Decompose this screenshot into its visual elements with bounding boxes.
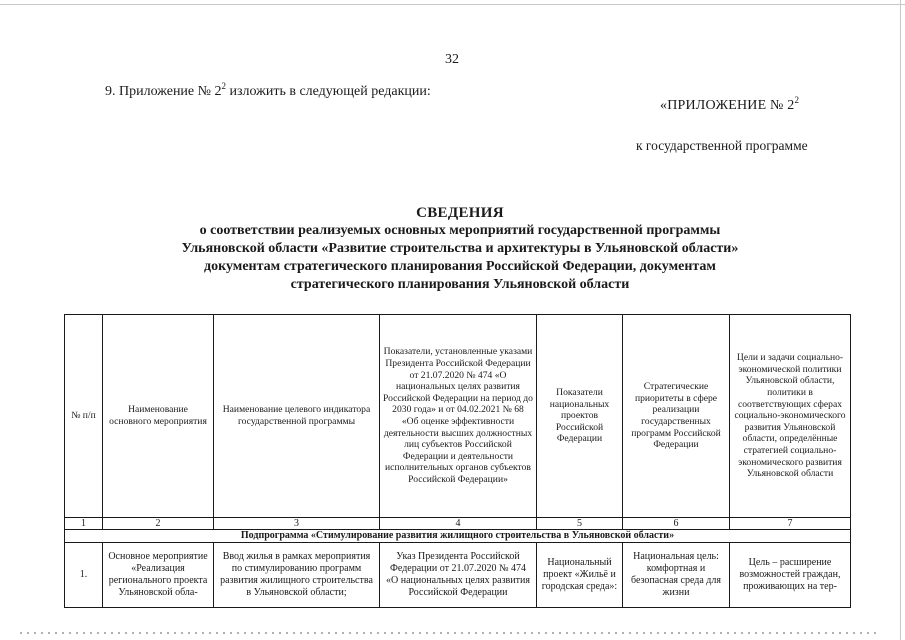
- appendix-subtitle: к государственной программе: [636, 138, 808, 153]
- priority-cell: Национальная цель: комфортная и безопасная среда для жизни: [623, 543, 730, 608]
- header-cell-national-projects: Показатели национальных проектов Российской Федерации: [537, 315, 623, 518]
- header-cell-regional-goals: Цели и задачи социально-экономической политики Ульяновской области, политики в соответствующих сферах социально-экономического развития Ульяновской области, определённые стратегией социально-экономического развития Ульяновской области: [730, 315, 851, 518]
- measure-cell: Основное мероприятие «Реализация регионального проекта Ульяновской обла-: [103, 543, 214, 608]
- row-number-cell: 1.: [65, 543, 103, 608]
- column-number-row: [65, 518, 851, 530]
- column-number: 4: [380, 518, 537, 530]
- page-frame-top: [0, 0, 905, 5]
- intro-tail: изложить в следующей редакции:: [226, 84, 431, 99]
- heading-line-5: стратегического планирования Ульяновской области: [290, 277, 630, 292]
- heading-line-3: Ульяновской области «Развитие строительства и архитектуры в Ульяновской области»: [181, 241, 739, 256]
- column-number: 1: [65, 518, 103, 530]
- column-number: 2: [103, 518, 214, 530]
- page-frame-right: [900, 0, 905, 640]
- appendix-title: [660, 95, 800, 114]
- subprogram-row: [65, 530, 851, 543]
- appendix-sup: 2: [794, 95, 800, 105]
- intro-line: [105, 81, 431, 100]
- heading-line-1: СВЕДЕНИЯ: [416, 205, 504, 221]
- scan-artifact-line: [20, 632, 880, 634]
- column-number: 5: [537, 518, 623, 530]
- column-number: 6: [623, 518, 730, 530]
- header-cell-number: № п/п: [65, 315, 103, 518]
- correspondence-table: [64, 314, 851, 608]
- intro-sup: 2: [221, 81, 226, 91]
- subprogram-title: Подпрограмма «Стимулирование развития жилищного строительства в Ульяновской области»: [65, 530, 851, 543]
- header-cell-decree-indicators: Показатели, установленные указами Президента Российской Федерации от 21.07.2020 № 474 «О национальных целях развития Российской Федерации на период до 2030 года» и от 04.02.2021 № 68 «Об оценке эффективности деятельности высших должностных лиц субъектов Российской Федерации и деятельности исполнительных органов субъектов Российской Федерации»: [380, 315, 537, 518]
- document-heading: [120, 204, 800, 294]
- header-cell-strategic-priorities: Стратегические приоритеты в сфере реализации государственных программ Российской Федерации: [623, 315, 730, 518]
- regional-goal-cell: Цель – расширение возможностей граждан, проживающих на тер-: [730, 543, 851, 608]
- indicator-cell: Ввод жилья в рамках мероприятия по стимулированию программ развития жилищного строительства в Ульяновской области;: [214, 543, 380, 608]
- national-project-cell: Национальный проект «Жильё и городская среда»:: [537, 543, 623, 608]
- column-number: 3: [214, 518, 380, 530]
- header-cell-indicator: Наименование целевого индикатора государственной программы: [214, 315, 380, 518]
- table-header-row: [65, 315, 851, 518]
- table-row: [65, 543, 851, 608]
- heading-line-2: о соответствии реализуемых основных мероприятий государственной программы: [199, 223, 721, 238]
- intro-text: 9. Приложение № 2: [105, 84, 222, 99]
- appendix-title-text: «ПРИЛОЖЕНИЕ № 2: [660, 98, 795, 113]
- header-cell-measure: Наименование основного мероприятия: [103, 315, 214, 518]
- decree-cell: Указ Президента Российской Федерации от 21.07.2020 № 474 «О национальных целях развития Российской Федерации: [380, 543, 537, 608]
- heading-line-4: документам стратегического планирования Российской Федерации, документам: [204, 259, 716, 274]
- column-number: 7: [730, 518, 851, 530]
- page-number: 32: [445, 52, 459, 67]
